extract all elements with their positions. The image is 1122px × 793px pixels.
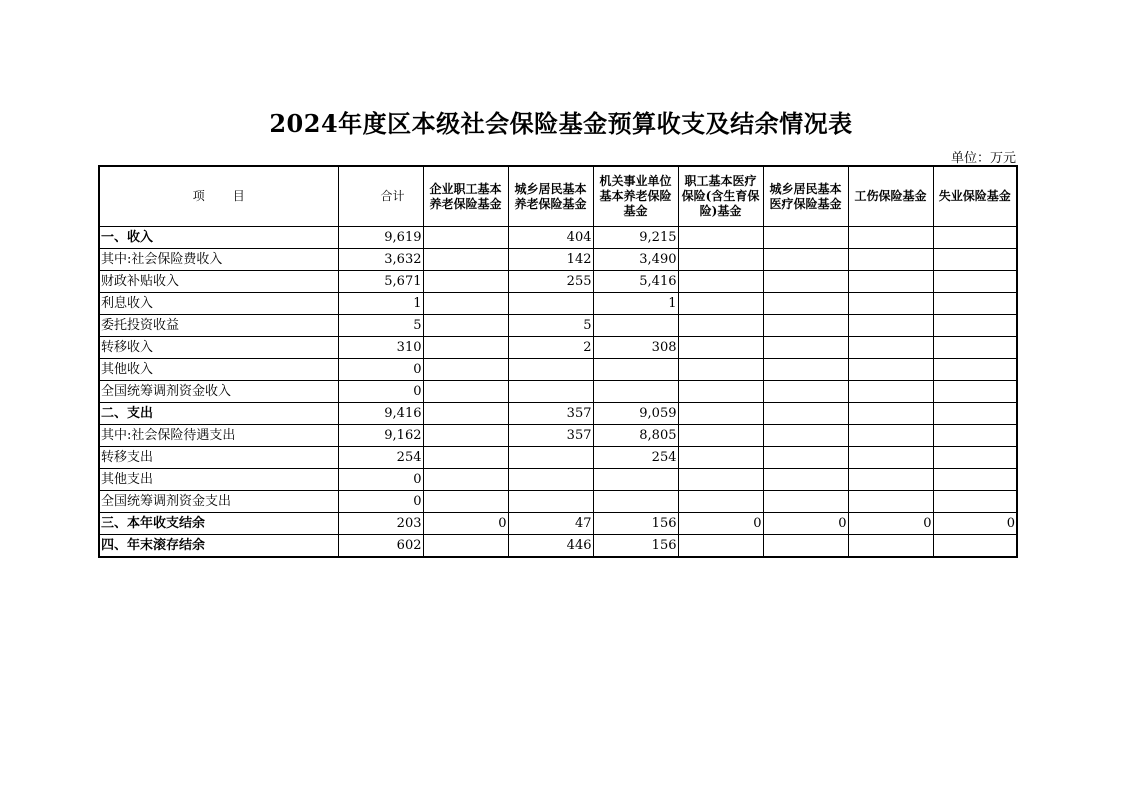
value-cell (423, 491, 508, 513)
value-cell (848, 381, 933, 403)
value-cell (848, 337, 933, 359)
table-row (99, 491, 1017, 513)
value-cell (678, 249, 763, 271)
value-cell (508, 293, 593, 315)
value-cell (423, 271, 508, 293)
table-row (99, 381, 1017, 403)
value-cell: 142 (508, 249, 593, 271)
value-cell (933, 293, 1017, 315)
table-row (99, 447, 1017, 469)
unit-label: 单位：万元 (950, 151, 1016, 166)
row-label: 二、支出 (99, 403, 338, 425)
value-cell (423, 249, 508, 271)
value-cell (763, 447, 848, 469)
value-cell (423, 535, 508, 558)
column-header-item-b: 目 (232, 189, 245, 203)
total-cell: 254 (338, 447, 423, 469)
value-cell: 47 (508, 513, 593, 535)
value-cell (423, 403, 508, 425)
value-cell (933, 271, 1017, 293)
value-cell: 404 (508, 227, 593, 249)
value-cell (763, 469, 848, 491)
value-cell (678, 271, 763, 293)
table-row (99, 249, 1017, 271)
value-cell: 9,215 (593, 227, 678, 249)
value-cell (933, 249, 1017, 271)
total-cell: 602 (338, 535, 423, 558)
value-cell (593, 381, 678, 403)
value-cell (933, 469, 1017, 491)
table-row (99, 337, 1017, 359)
value-cell (508, 469, 593, 491)
row-label: 委托投资收益 (99, 315, 338, 337)
budget-table (98, 165, 1018, 558)
value-cell (593, 359, 678, 381)
value-cell (933, 227, 1017, 249)
column-header-fund: 机关事业单位基本养老保险基金 (593, 166, 678, 227)
total-cell: 0 (338, 469, 423, 491)
value-cell (763, 381, 848, 403)
row-label: 四、年末滚存结余 (99, 535, 338, 558)
value-cell: 8,805 (593, 425, 678, 447)
value-cell: 0 (423, 513, 508, 535)
value-cell: 2 (508, 337, 593, 359)
value-cell: 254 (593, 447, 678, 469)
total-cell: 9,619 (338, 227, 423, 249)
value-cell (933, 337, 1017, 359)
value-cell (423, 315, 508, 337)
value-cell (763, 315, 848, 337)
value-cell (933, 447, 1017, 469)
total-cell: 0 (338, 381, 423, 403)
total-cell: 3,632 (338, 249, 423, 271)
page-title: 2024年度区本级社会保险基金预算收支及结余情况表 (269, 109, 853, 138)
value-cell (678, 227, 763, 249)
row-label: 其他收入 (99, 359, 338, 381)
table-row (99, 403, 1017, 425)
value-cell (678, 403, 763, 425)
value-cell (593, 491, 678, 513)
value-cell: 0 (763, 513, 848, 535)
table-row (99, 293, 1017, 315)
row-label: 其中:社会保险待遇支出 (99, 425, 338, 447)
value-cell (848, 491, 933, 513)
value-cell (423, 359, 508, 381)
value-cell (508, 491, 593, 513)
total-cell: 1 (338, 293, 423, 315)
column-header-fund: 城乡居民基本养老保险基金 (508, 166, 593, 227)
row-label: 其中:社会保险费收入 (99, 249, 338, 271)
value-cell (848, 469, 933, 491)
value-cell (933, 315, 1017, 337)
total-cell: 5 (338, 315, 423, 337)
value-cell: 0 (678, 513, 763, 535)
table-row (99, 271, 1017, 293)
total-cell: 203 (338, 513, 423, 535)
column-header-item-a: 项 (192, 189, 205, 203)
value-cell: 0 (848, 513, 933, 535)
table-row (99, 315, 1017, 337)
table-row (99, 535, 1017, 558)
value-cell: 308 (593, 337, 678, 359)
value-cell (678, 469, 763, 491)
row-label: 利息收入 (99, 293, 338, 315)
table-row (99, 513, 1017, 535)
column-header-fund: 职工基本医疗保险(含生育保险)基金 (678, 166, 763, 227)
value-cell (933, 403, 1017, 425)
value-cell: 357 (508, 425, 593, 447)
value-cell (848, 271, 933, 293)
value-cell (423, 381, 508, 403)
value-cell (848, 227, 933, 249)
value-cell (763, 491, 848, 513)
value-cell (678, 381, 763, 403)
value-cell (763, 337, 848, 359)
value-cell (678, 293, 763, 315)
column-header-fund: 城乡居民基本医疗保险基金 (763, 166, 848, 227)
value-cell: 255 (508, 271, 593, 293)
total-cell: 0 (338, 359, 423, 381)
value-cell: 5,416 (593, 271, 678, 293)
value-cell: 5 (508, 315, 593, 337)
value-cell: 9,059 (593, 403, 678, 425)
total-cell: 9,416 (338, 403, 423, 425)
value-cell (763, 425, 848, 447)
total-cell: 310 (338, 337, 423, 359)
row-label: 财政补贴收入 (99, 271, 338, 293)
value-cell (848, 535, 933, 558)
value-cell (423, 293, 508, 315)
value-cell (678, 491, 763, 513)
column-header-fund: 工伤保险基金 (848, 166, 933, 227)
value-cell (763, 359, 848, 381)
column-header-fund: 失业保险基金 (933, 166, 1017, 227)
value-cell (848, 359, 933, 381)
value-cell (848, 425, 933, 447)
table-row (99, 227, 1017, 249)
header-row (99, 166, 1017, 227)
row-label: 其他支出 (99, 469, 338, 491)
value-cell (933, 491, 1017, 513)
value-cell (678, 337, 763, 359)
value-cell (423, 447, 508, 469)
value-cell: 156 (593, 513, 678, 535)
value-cell (933, 535, 1017, 558)
value-cell (423, 227, 508, 249)
value-cell: 357 (508, 403, 593, 425)
value-cell (763, 293, 848, 315)
value-cell (678, 425, 763, 447)
value-cell: 1 (593, 293, 678, 315)
value-cell (593, 315, 678, 337)
value-cell (508, 359, 593, 381)
value-cell (423, 425, 508, 447)
value-cell (678, 447, 763, 469)
row-label: 三、本年收支结余 (99, 513, 338, 535)
total-cell: 9,162 (338, 425, 423, 447)
value-cell (423, 469, 508, 491)
value-cell (933, 381, 1017, 403)
value-cell (848, 315, 933, 337)
value-cell (933, 359, 1017, 381)
value-cell (848, 249, 933, 271)
value-cell (763, 249, 848, 271)
row-label: 全国统筹调剂资金支出 (99, 491, 338, 513)
row-label: 转移收入 (99, 337, 338, 359)
value-cell (508, 381, 593, 403)
column-header-fund: 企业职工基本养老保险基金 (423, 166, 508, 227)
value-cell (848, 403, 933, 425)
table-row (99, 425, 1017, 447)
value-cell (423, 337, 508, 359)
row-label: 一、收入 (99, 227, 338, 249)
row-label: 转移支出 (99, 447, 338, 469)
value-cell (763, 271, 848, 293)
value-cell (763, 227, 848, 249)
row-label: 全国统筹调剂资金收入 (99, 381, 338, 403)
table-row (99, 359, 1017, 381)
value-cell: 0 (933, 513, 1017, 535)
total-cell: 0 (338, 491, 423, 513)
value-cell (508, 447, 593, 469)
value-cell (848, 447, 933, 469)
value-cell (678, 315, 763, 337)
value-cell (763, 535, 848, 558)
value-cell: 3,490 (593, 249, 678, 271)
value-cell (763, 403, 848, 425)
value-cell: 446 (508, 535, 593, 558)
column-header-item (99, 166, 338, 227)
table-body (99, 227, 1017, 558)
value-cell (593, 469, 678, 491)
value-cell (678, 359, 763, 381)
value-cell: 156 (593, 535, 678, 558)
value-cell (848, 293, 933, 315)
column-header-total: 合计 (338, 166, 423, 227)
value-cell (678, 535, 763, 558)
value-cell (933, 425, 1017, 447)
table-row (99, 469, 1017, 491)
total-cell: 5,671 (338, 271, 423, 293)
